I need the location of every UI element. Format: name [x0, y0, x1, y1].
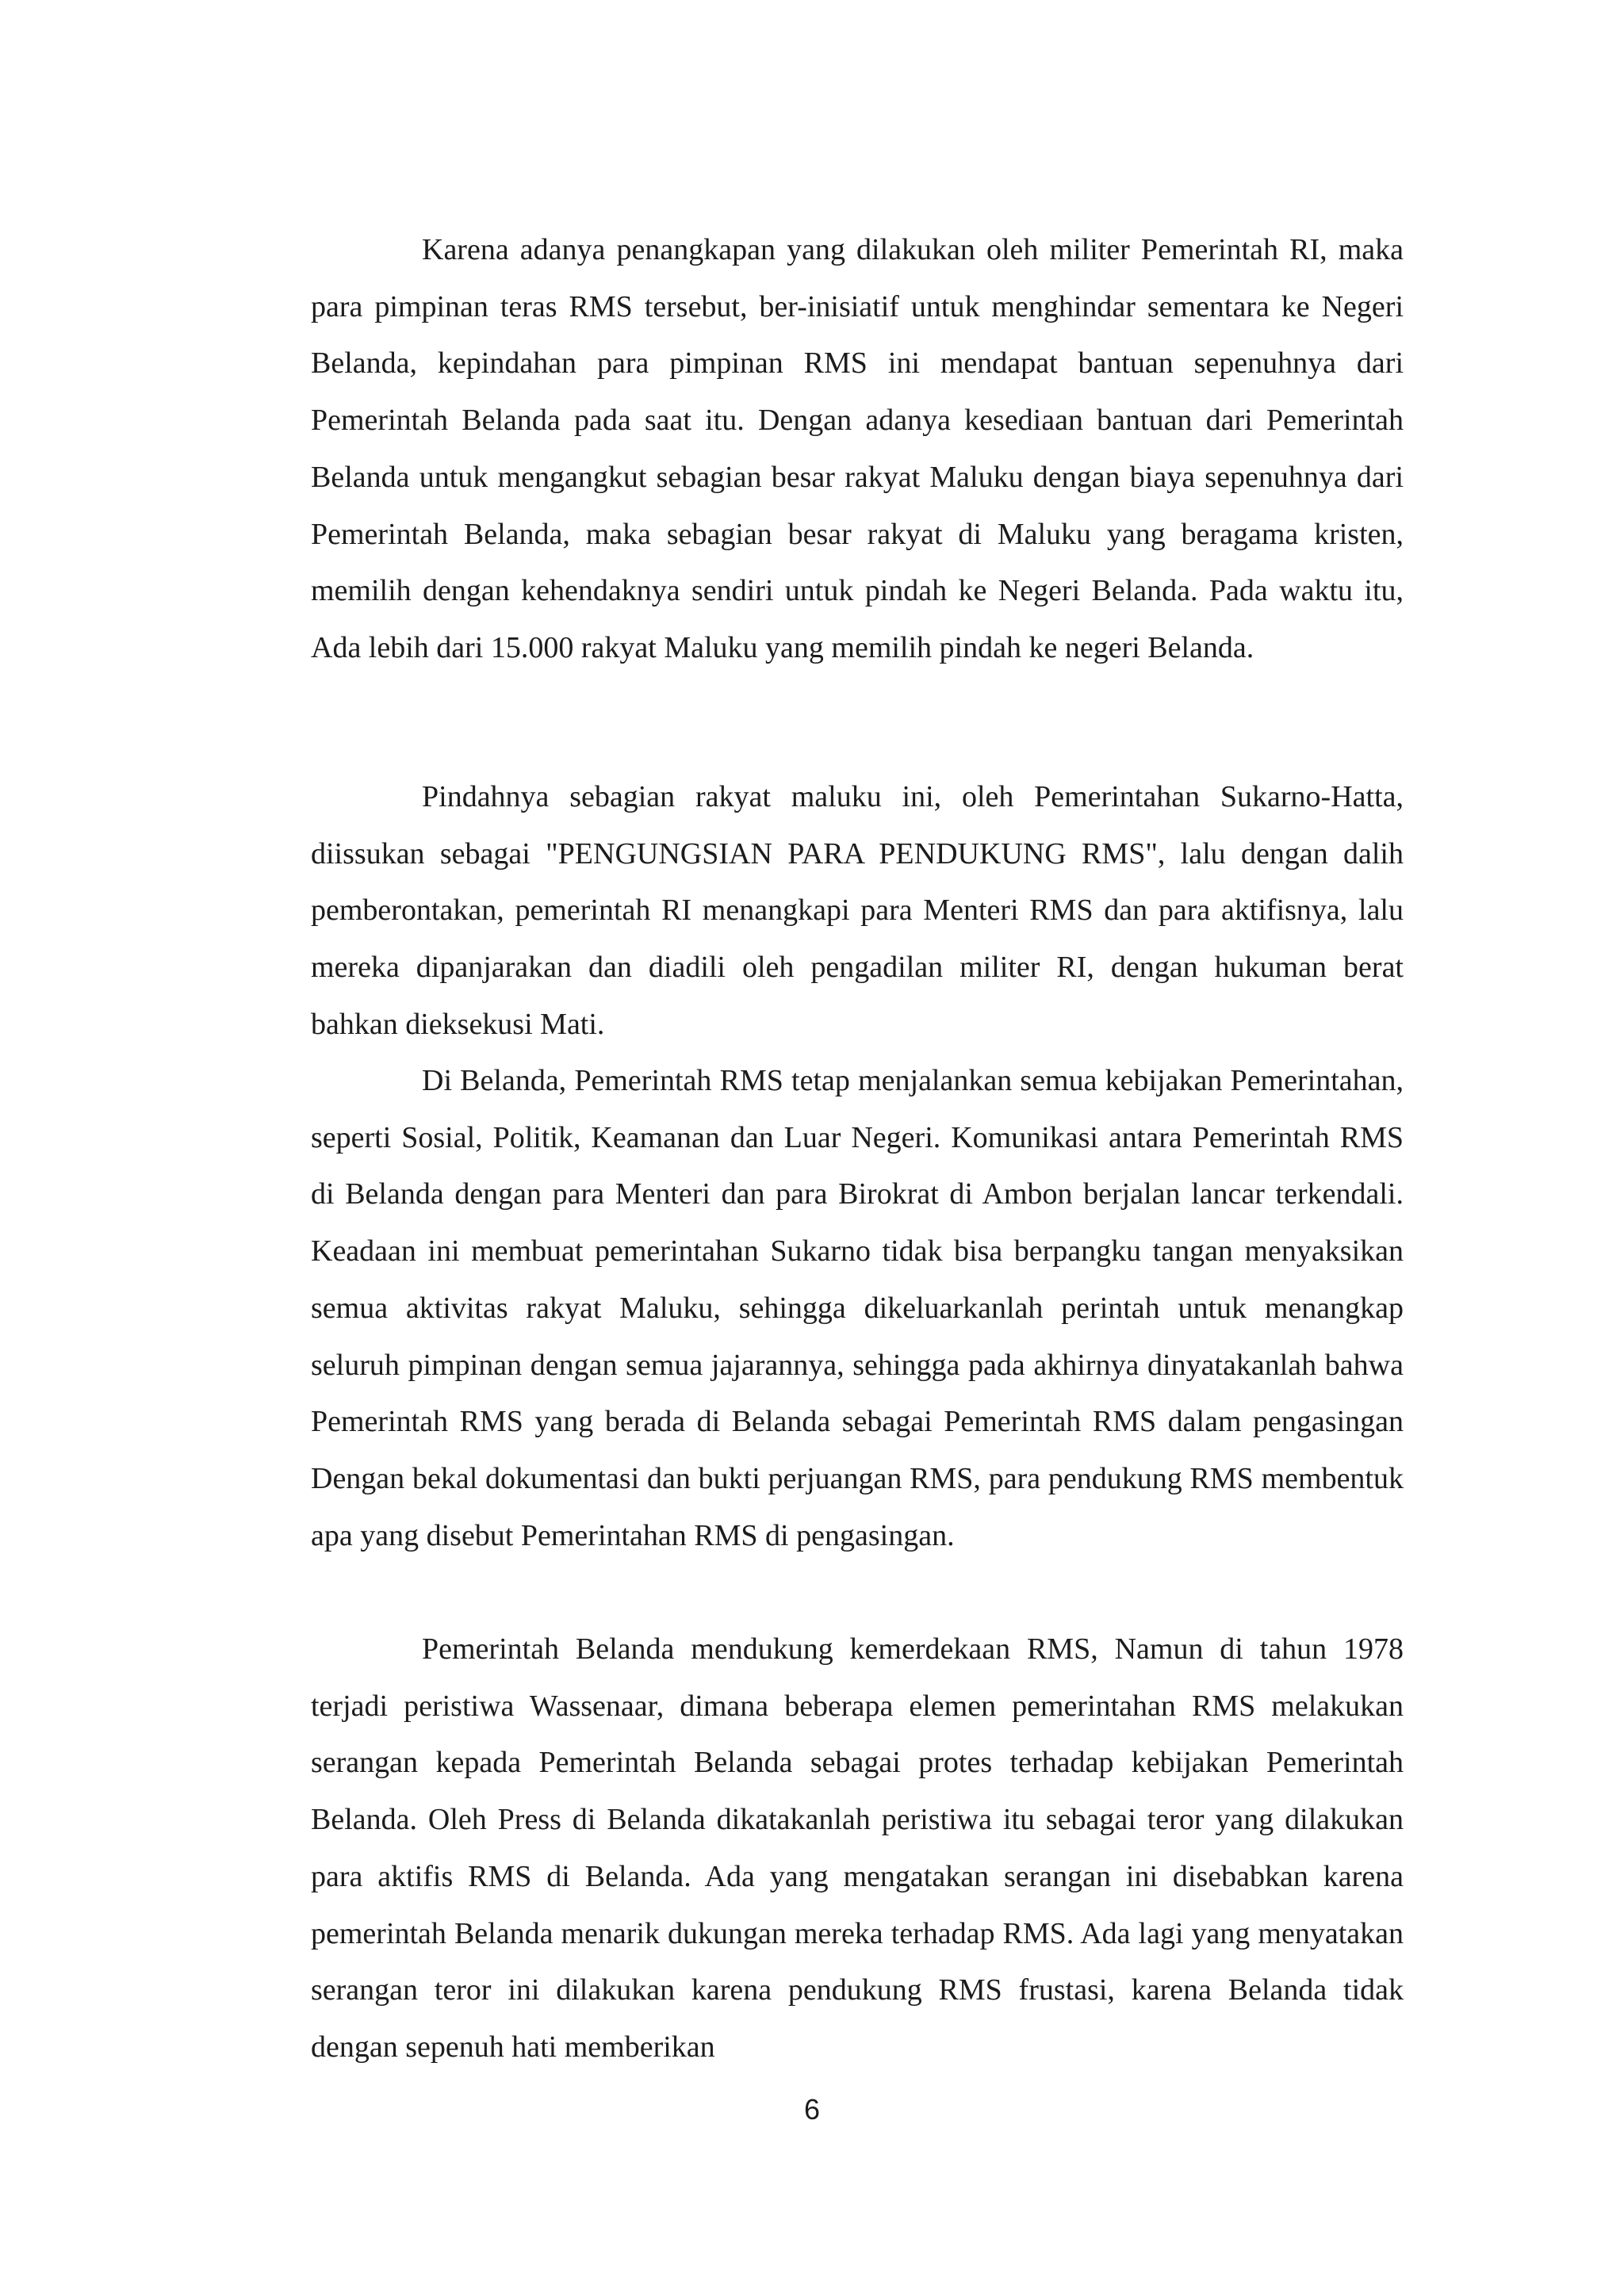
paragraph: Pemerintah Belanda mendukung kemerdekaan RMS, Namun di tahun 1978 terjadi peristiwa Wassenaar, dimana beberapa elemen pemerintahan RMS melakukan serangan kepada Pemerintah Belanda sebagai protes terhadap kebijakan Pemerintah Belanda. Oleh Press di Belanda dikatakanlah peristiwa itu sebagai teror yang dilakukan para aktifis RMS di Belanda. Ada yang mengatakan serangan ini disebabkan karena pemerintah Belanda menarik dukungan mereka terhadap RMS. Ada lagi yang menyatakan serangan teror ini dilakukan karena pendukung RMS frustasi, karena Belanda tidak dengan sepenuh hati memberikan	[311, 1632, 1404, 2064]
paragraph: Pindahnya sebagian rakyat maluku ini, oleh Pemerintahan Sukarno-Hatta, diissukan sebagai "PENGUNGSIAN PARA PENDUKUNG RMS", lalu dengan dalih pemberontakan, pemerintah RI menangkapi para Menteri RMS dan para aktifisnya, lalu mereka dipanjarakan dan diadili oleh pengadilan militer RI, dengan hukuman berat bahkan dieksekusi Mati.	[311, 780, 1404, 1041]
body-text-block-1	[311, 222, 1404, 677]
page-number: 6	[803, 2093, 821, 2126]
body-text-block-4	[311, 1621, 1404, 2076]
paragraph: Karena adanya penangkapan yang dilakukan oleh militer Pemerintah RI, maka para pimpinan teras RMS tersebut, ber-inisiatif untuk menghindar sementara ke Negeri Belanda, kepindahan para pimpinan RMS ini mendapat bantuan sepenuhnya dari Pemerintah Belanda pada saat itu. Dengan adanya kesediaan bantuan dari Pemerintah Belanda untuk mengangkut sebagian besar rakyat Maluku dengan biaya sepenuhnya dari Pemerintah Belanda, maka sebagian besar rakyat di Maluku yang beragama kristen, memilih dengan kehendaknya sendiri untuk pindah ke Negeri Belanda. Pada waktu itu, Ada lebih dari 15.000 rakyat Maluku yang memilih pindah ke negeri Belanda.	[311, 233, 1404, 664]
body-text-block-2	[311, 769, 1404, 1054]
body-text-block-3	[311, 1053, 1404, 1564]
paragraph: Di Belanda, Pemerintah RMS tetap menjalankan semua kebijakan Pemerintahan, seperti Sosial, Politik, Keamanan dan Luar Negeri. Komunikasi antara Pemerintah RMS di Belanda dengan para Menteri dan para Birokrat di Ambon berjalan lancar terkendali. Keadaan ini membuat pemerintahan Sukarno tidak bisa berpangku tangan menyaksikan semua aktivitas rakyat Maluku, sehingga dikeluarkanlah perintah untuk menangkap seluruh pimpinan dengan semua jajarannya, sehingga pada akhirnya dinyatakanlah bahwa Pemerintah RMS yang berada di Belanda sebagai Pemerintah RMS dalam pengasingan Dengan bekal dokumentasi dan bukti perjuangan RMS, para pendukung RMS membentuk apa yang disebut Pemerintahan RMS di pengasingan.	[311, 1064, 1404, 1552]
